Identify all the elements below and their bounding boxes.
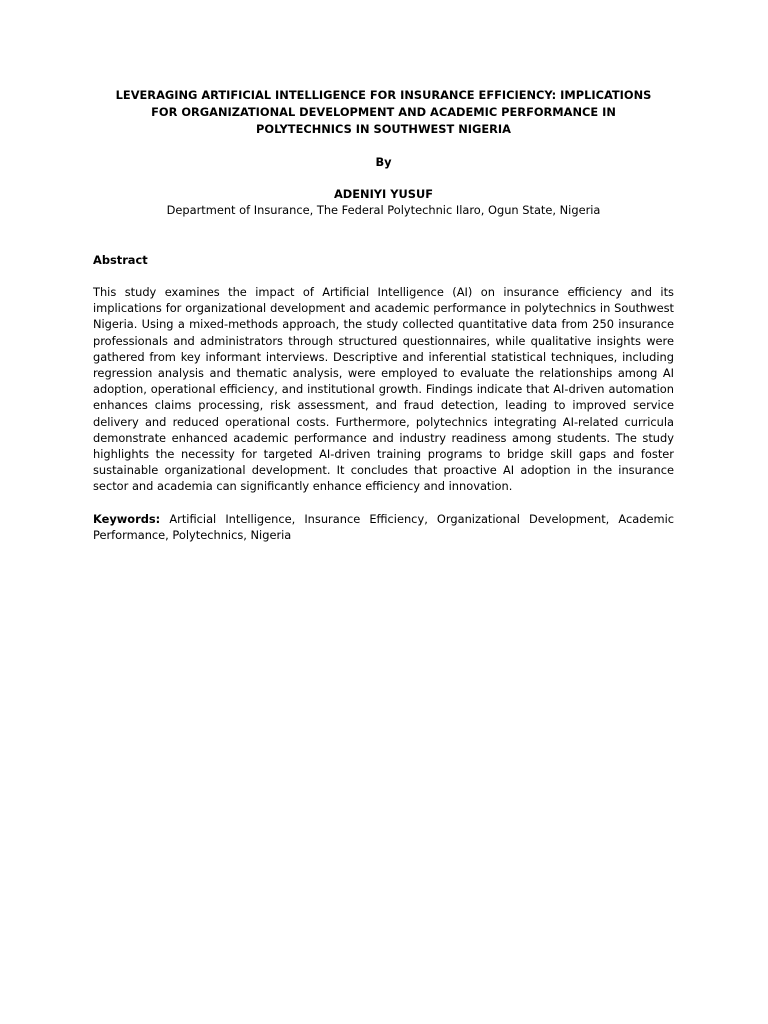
paper-title: LEVERAGING ARTIFICIAL INTELLIGENCE FOR INSURANCE EFFICIENCY: IMPLICATIONS FOR ORGANIZATIONAL DEVELOPMENT AND ACADEMIC PERFORMANCE IN POLYTECHNICS IN SOUTHWEST NIGERIA [115,88,652,136]
by-label: By [375,155,392,169]
paper-page [93,87,674,554]
author-name: ADENIYI YUSUF [333,187,433,201]
abstract-heading: Abstract [93,253,148,267]
keywords-label: Keywords: [93,511,161,526]
keywords-list: Artificial Intelligence, Insurance Efficiency, Organizational Development, Academic Performance, Polytechnics, Nigeria [93,511,675,542]
author-affiliation: Department of Insurance, The Federal Polytechnic Ilaro, Ogun State, Nigeria [166,203,601,217]
keywords-paragraph [93,511,674,543]
abstract-body: This study examines the impact of Artificial Intelligence (AI) on insurance efficiency and its implications for organizational development and academic performance in polytechnics in Southwest Nigeria. Using a mixed-methods approach, the study collected quantitative data from 250 insurance professionals and administrators through structured questionnaires, while qualitative insights were gathered from key informant interviews. Descriptive and inferential statistical techniques, including regression analysis and thematic analysis, were employed to evaluate the relationships among AI adoption, operational efficiency, and institutional growth. Findings indicate that AI-driven automation enhances claims processing, risk assessment, and fraud detection, leading to improved service delivery and reduced operational costs. Furthermore, polytechnics integrating AI-related curricula demonstrate enhanced academic performance and industry readiness among students. The study highlights the necessity for targeted AI-driven training programs to bridge skill gaps and foster sustainable organizational development. It concludes that proactive AI adoption in the insurance sector and academia can significantly enhance efficiency and innovation. [93,285,674,494]
